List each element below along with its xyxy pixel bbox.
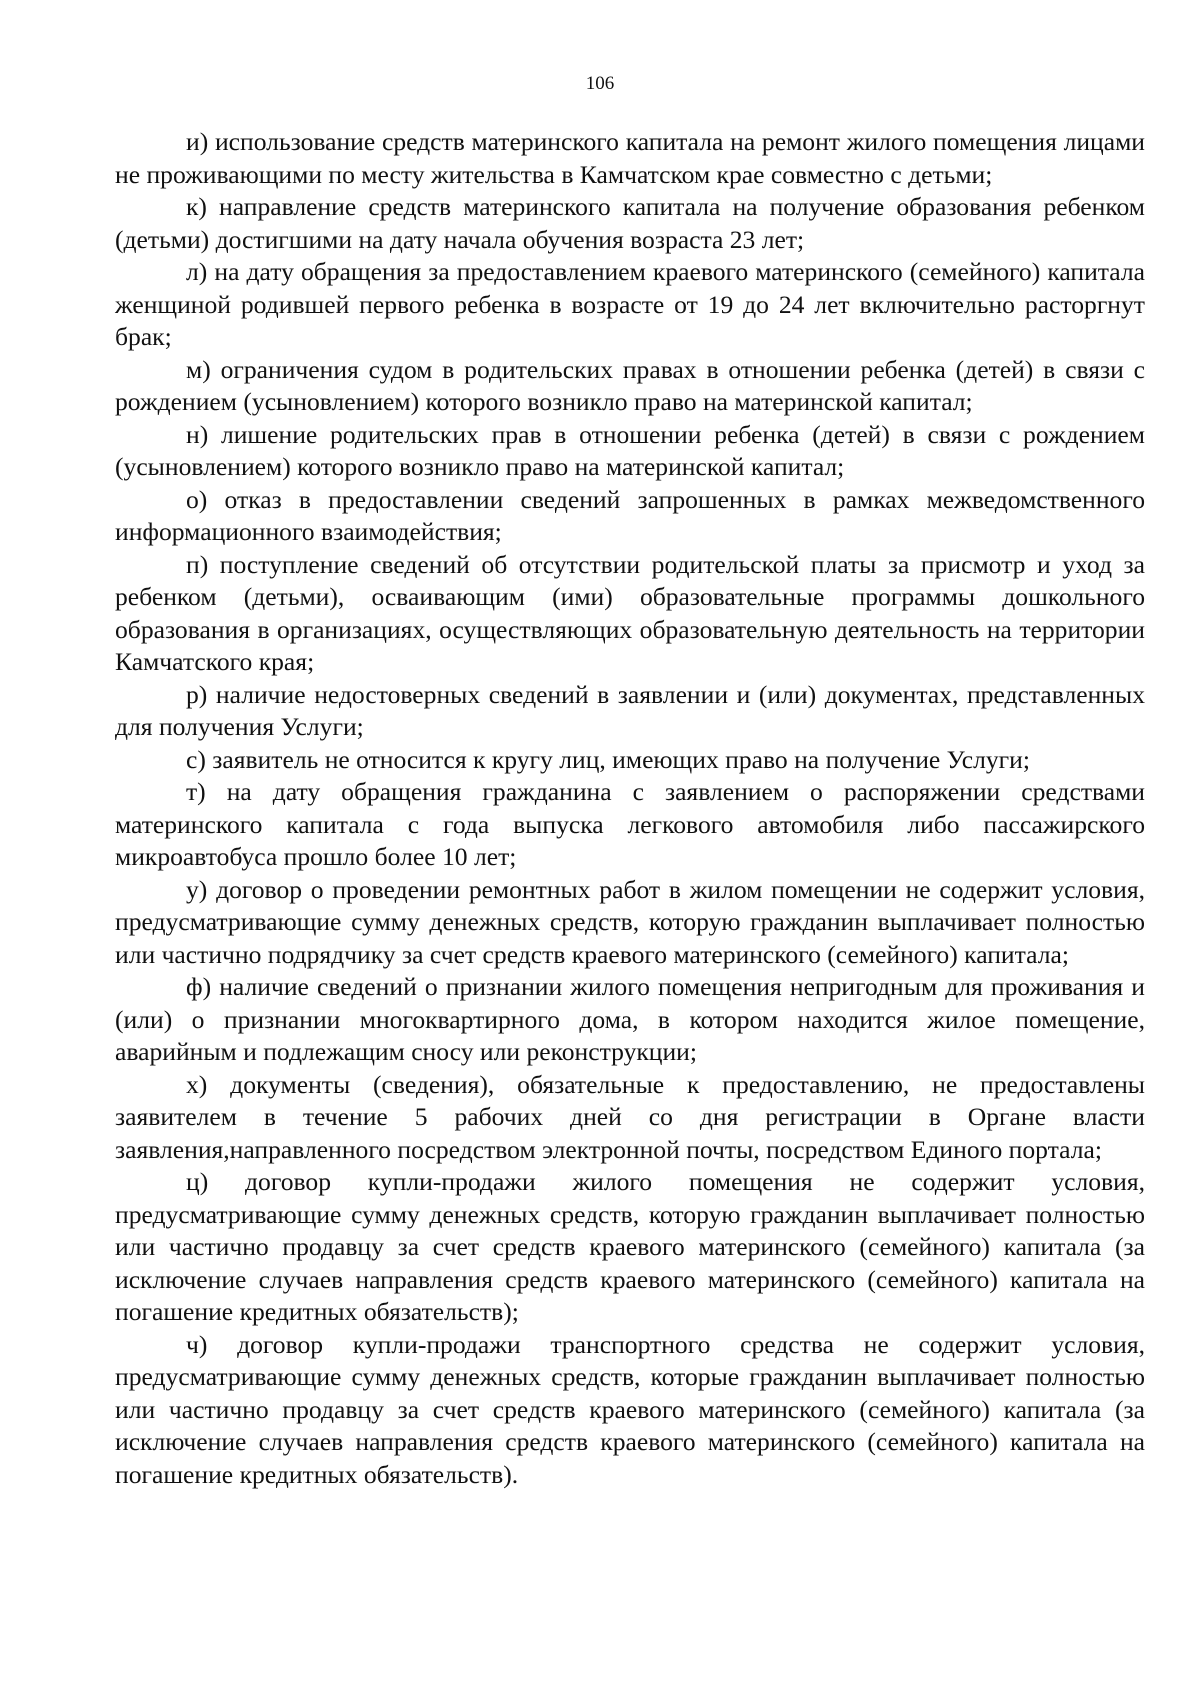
paragraph-m: м) ограничения судом в родительских правах в отношении ребенка (детей) в связи с рождением (усыновлением) которого возникло право на материнской капитал; xyxy=(115,354,1145,416)
document-body xyxy=(115,126,1145,1491)
paragraph-ts: ц) договор купли-продажи жилого помещения не содержит условия, предусматривающие сумму денежных средств, которую гражданин выплачивает полностью или частично продавцу за счет средств краевого материнского (семейного) капитала (за исключение случаев направления средств краевого материнского (семейного) капитала на погашение кредитных обязательств); xyxy=(115,1167,1145,1326)
paragraph-r: р) наличие недостоверных сведений в заявлении и (или) документах, представленных для получения Услуги; xyxy=(115,679,1145,741)
paragraph-u: у) договор о проведении ремонтных работ в жилом помещении не содержит условия, предусматривающие сумму денежных средств, которую гражданин выплачивает полностью или частично подрядчику за счет средств краевого материнского (семейного) капитала; xyxy=(115,874,1145,969)
paragraph-n: н) лишение родительских прав в отношении ребенка (детей) в связи с рождением (усыновлением) которого возникло право на материнской капитал; xyxy=(115,419,1145,481)
paragraph-t: т) на дату обращения гражданина с заявлением о распоряжении средствами материнского капитала с года выпуска легкового автомобиля либо пассажирского микроавтобуса прошло более 10 лет; xyxy=(115,777,1145,871)
paragraph-ch: ч) договор купли-продажи транспортного средства не содержит условия, предусматривающие сумму денежных средств, которые гражданин выплачивает полностью или частично продавцу за счет средств краевого материнского (семейного) капитала (за исключение случаев направления средств краевого материнского (семейного) капитала на погашение кредитных обязательств). xyxy=(115,1329,1145,1489)
paragraph-kh: х) документы (сведения), обязательные к предоставлению, не предоставлены заявителем в течение 5 рабочих дней со дня регистрации в Органе власти заявления,направленного посредством электронной почты, посредством Единого портала; xyxy=(115,1069,1145,1164)
paragraph-l: л) на дату обращения за предоставлением краевого материнского (семейного) капитала женщиной родившей первого ребенка в возрасте от 19 до 24 лет включительно расторгнут брак; xyxy=(115,257,1145,351)
paragraph-f: ф) наличие сведений о признании жилого помещения непригодным для проживания и (или) о признании многоквартирного дома, в котором находится жилое помещение, аварийным и подлежащим сносу или реконструкции; xyxy=(115,972,1145,1066)
paragraph-i: и) использование средств материнского капитала на ремонт жилого помещения лицами не проживающими по месту жительства в Камчатском крае совместно с детьми; xyxy=(115,127,1145,189)
paragraph-o: о) отказ в предоставлении сведений запрошенных в рамках межведомственного информационного взаимодействия; xyxy=(115,484,1145,546)
paragraph-p: п) поступление сведений об отсутствии родительской платы за присмотр и уход за ребенком (детьми), осваивающим (ими) образовательные программы дошкольного образования в организациях, осуществляющих образовательную деятельность на территории Камчатского края; xyxy=(115,549,1145,676)
paragraph-k: к) направление средств материнского капитала на получение образования ребенком (детьми) достигшими на дату начала обучения возраста 23 лет; xyxy=(115,192,1145,254)
page-number: 106 xyxy=(585,73,615,94)
paragraph-s: с) заявитель не относится к кругу лиц, имеющих право на получение Услуги; xyxy=(186,744,1030,774)
